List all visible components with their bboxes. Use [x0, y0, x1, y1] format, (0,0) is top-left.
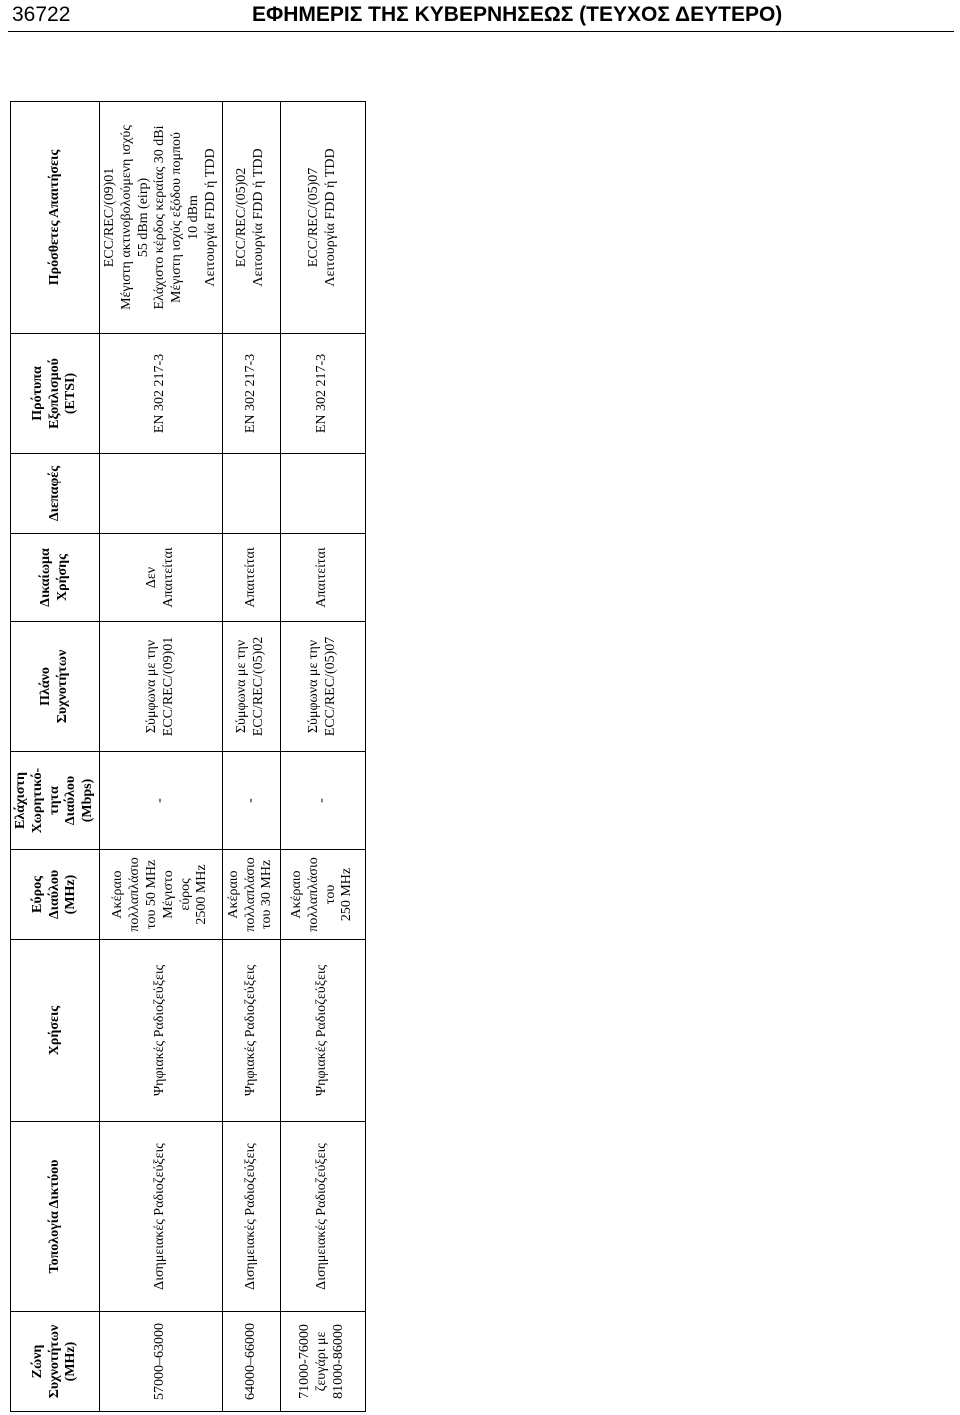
- standards-cell: EN 302 217-3: [280, 334, 365, 454]
- frequency-table: [10, 101, 366, 1412]
- table-header-row: [11, 102, 100, 1412]
- cell-line: 250 MHz: [339, 867, 355, 922]
- cell-line: Τοπολογία Δικτύου: [46, 1159, 62, 1274]
- cell-line: Εξοπλισμού: [46, 358, 62, 429]
- cell-line: Λειτουργία FDD ή TDD: [251, 148, 267, 287]
- cell-line: Απαιτείται: [314, 547, 330, 608]
- min-capacity-cell: -: [280, 752, 365, 850]
- topology-cell: Δισημειακές Ραδιοζεύξεις: [280, 1122, 365, 1312]
- plan-cell: [222, 622, 280, 752]
- cell-line: ECC/REC/(05)07: [305, 167, 321, 268]
- page-header: [0, 0, 960, 32]
- frequency-table-rotated: [10, 102, 355, 1412]
- cell-line: Απαιτείται: [160, 547, 176, 608]
- cell-line: ζευγάρι με: [314, 1331, 330, 1392]
- cell-line: 2500 MHz: [194, 864, 210, 925]
- cell-line: 71000-76000: [297, 1324, 313, 1399]
- cell-line: Μέγιστη ισχύς εξόδου πομπού: [169, 132, 185, 303]
- interfaces-cell: [222, 454, 280, 534]
- cell-line: Χρήσεις: [46, 1005, 62, 1056]
- min-capacity-cell: -: [99, 752, 222, 850]
- cell-line: του 50 MHz: [143, 859, 159, 930]
- cell-line: ECC/REC/(05)02: [234, 167, 250, 268]
- header-cell: [11, 850, 100, 940]
- right-of-use-cell: [280, 534, 365, 622]
- cell-line: Συχνοτήτων: [54, 649, 70, 724]
- cell-line: ECC/REC/(05)07: [322, 636, 338, 737]
- cell-line: Πρόσθετες Απαιτήσεις: [46, 149, 62, 286]
- topology-cell: Δισημειακές Ραδιοζεύξεις: [222, 1122, 280, 1312]
- header-cell: [11, 940, 100, 1122]
- header-cell: [11, 1312, 100, 1412]
- cell-line: Μέγιστο: [160, 870, 176, 919]
- cell-line: Πρότυπα: [29, 366, 45, 421]
- cell-line: του: [322, 884, 338, 905]
- cell-line: Σύμφωνα με την: [143, 639, 159, 734]
- header-cell: [11, 102, 100, 334]
- cell-line: Λειτουργία FDD ή TDD: [322, 148, 338, 287]
- bandwidth-cell: [280, 850, 365, 940]
- page-number: 36722: [12, 3, 71, 26]
- cell-line: ECC/REC/(05)02: [251, 636, 267, 737]
- additional-cell: [280, 102, 365, 334]
- standards-cell: EN 302 217-3: [222, 334, 280, 454]
- cell-line: Σύμφωνα με την: [305, 639, 321, 734]
- cell-line: Ακέραιο: [225, 870, 241, 919]
- header-rule: [8, 31, 954, 32]
- cell-line: Σύμφωνα με την: [234, 639, 250, 734]
- cell-line: Διαύλου: [46, 869, 62, 920]
- header-cell: [11, 534, 100, 622]
- band-cell: [280, 1312, 365, 1412]
- cell-line: Απαιτείται: [242, 547, 258, 608]
- uses-cell: Ψηφιακές Ραδιοζεύξεις: [99, 940, 222, 1122]
- topology-cell: Δισημειακές Ραδιοζεύξεις: [99, 1122, 222, 1312]
- cell-line: Δικαίωμα: [38, 548, 54, 607]
- bandwidth-cell: [222, 850, 280, 940]
- header-cell: [11, 454, 100, 534]
- header-cell: [11, 334, 100, 454]
- cell-line: (MHz): [63, 1341, 79, 1382]
- cell-line: Συχνοτήτων: [46, 1324, 62, 1399]
- cell-line: (ETSI): [63, 372, 79, 415]
- header-cell: [11, 1122, 100, 1312]
- cell-line: Εύρος: [29, 876, 45, 914]
- cell-line: Χρήσης: [54, 553, 70, 602]
- cell-line: Ακέραιο: [288, 870, 304, 919]
- table-row: [280, 102, 365, 1412]
- cell-line: Ζώνη: [29, 1344, 45, 1379]
- cell-line: (MHz): [63, 874, 79, 915]
- cell-line: Λειτουργία FDD ή TDD: [202, 148, 218, 287]
- cell-line: 55 dBm (eirp): [135, 177, 151, 258]
- plan-cell: [280, 622, 365, 752]
- min-capacity-cell: -: [222, 752, 280, 850]
- table-row: [222, 102, 280, 1412]
- right-of-use-cell: [99, 534, 222, 622]
- header-cell: [11, 622, 100, 752]
- standards-cell: EN 302 217-3: [99, 334, 222, 454]
- uses-cell: Ψηφιακές Ραδιοζεύξεις: [280, 940, 365, 1122]
- cell-line: Δεν: [143, 566, 159, 589]
- cell-line: ECC/REC/(09)01: [160, 636, 176, 737]
- cell-line: (Mbps): [80, 778, 96, 823]
- cell-line: 64000–66000: [242, 1323, 258, 1400]
- interfaces-cell: [280, 454, 365, 534]
- cell-line: Ελάχιστο κέρδος κεραίας 30 dBi: [152, 125, 168, 310]
- cell-line: ECC/REC/(09)01: [101, 167, 117, 268]
- cell-line: Ελάχιστη: [13, 772, 28, 829]
- cell-line: 81000-86000: [330, 1324, 346, 1399]
- additional-cell: [99, 102, 222, 334]
- cell-line: πολλαπλάσιο: [127, 857, 143, 932]
- gazette-title: ΕΦΗΜΕΡΙΣ ΤΗΣ ΚΥΒΕΡΝΗΣΕΩΣ (ΤΕΥΧΟΣ ΔΕΥΤΕΡΟ): [252, 3, 783, 26]
- cell-line: εύρος: [177, 878, 193, 911]
- cell-line: πολλαπλάσιο: [242, 857, 258, 932]
- cell-line: πολλαπλάσιο: [305, 857, 321, 932]
- cell-line: Ακέραιο: [110, 870, 126, 919]
- cell-line: 10 dBm: [185, 195, 201, 240]
- cell-line: 57000–63000: [152, 1323, 168, 1400]
- cell-line: Διαύλου: [63, 775, 79, 826]
- cell-line: Πλάνο: [38, 667, 54, 706]
- additional-cell: [222, 102, 280, 334]
- cell-line: του 30 MHz: [259, 859, 275, 930]
- cell-line: Διεπαφές: [46, 465, 62, 522]
- table-row: [99, 102, 222, 1412]
- band-cell: [222, 1312, 280, 1412]
- right-of-use-cell: [222, 534, 280, 622]
- cell-line: τητα: [46, 786, 62, 815]
- uses-cell: Ψηφιακές Ραδιοζεύξεις: [222, 940, 280, 1122]
- cell-line: Μέγιστη ακτινοβολούμενη ισχύς: [118, 125, 134, 310]
- interfaces-cell: [99, 454, 222, 534]
- bandwidth-cell: [99, 850, 222, 940]
- plan-cell: [99, 622, 222, 752]
- band-cell: [99, 1312, 222, 1412]
- cell-line: Χωρητικό-: [29, 767, 45, 834]
- header-cell: [11, 752, 100, 850]
